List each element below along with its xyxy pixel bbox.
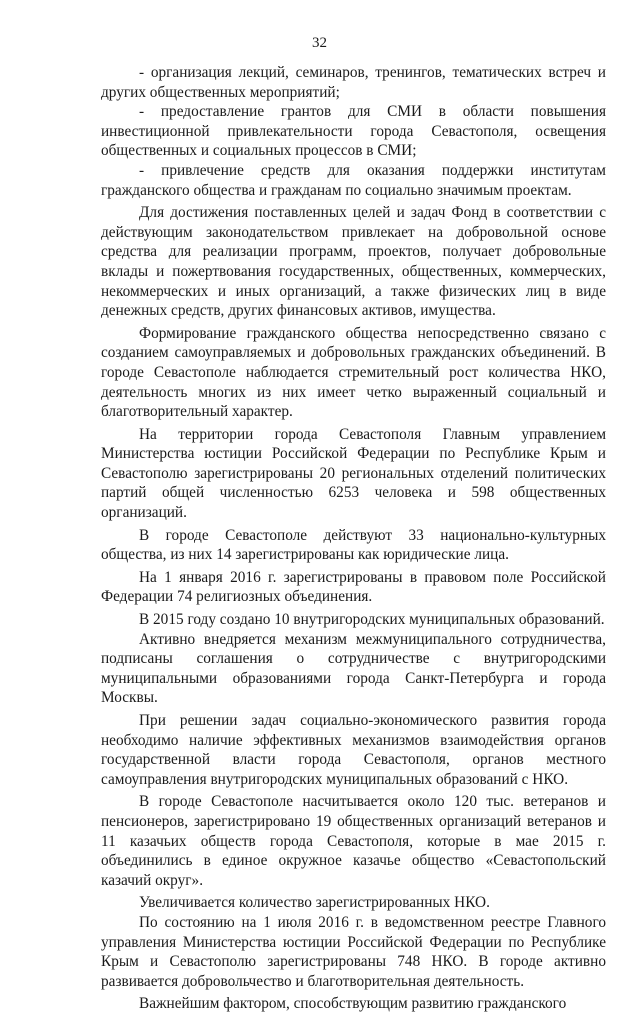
paragraph-civil-society: Формирование гражданского общества непосредственно связано с созданием самоуправляемых и добровольных гражданских объединений. В городе Севастополе наблюдается стремительный рост количества НКО, деятельность многих из них имеет четко выраженный социальный и благотворительный характер. <box>101 324 606 421</box>
paragraph-political-parties: На территории города Севастополя Главным управлением Министерства юстиции Российской Федерации по Республике Крым и Севастополю зарегистрированы 20 региональных отделений политических партий общей численностью 6253 человека и 598 общественных организаций. <box>101 425 606 522</box>
paragraph-nko-growth: Увеличивается количество зарегистрированных НКО. <box>139 894 490 912</box>
list-item-grants: - предоставление грантов для СМИ в области повышения инвестиционной привлекательности города Севастополя, освещения общественных и социальных процессов в СМИ; <box>101 103 606 160</box>
paragraph-socio-economic: При решении задач социально-экономического развития города необходимо наличие эффективных механизмов взаимодействия органов государственной власти города Севастополя, органов местного самоуправления внутригородских муниципальных образований с НКО. <box>101 712 606 788</box>
list-item-funding: - привлечение средств для оказания поддержки институтам гражданского общества и гражданам по социально значимым проектам. <box>101 161 606 199</box>
paragraph-religious: На 1 января 2016 г. зарегистрированы в правовом поле Российской Федерации 74 религиозных объединения. <box>101 568 606 606</box>
paragraph-intermunicipal: Активно внедряется механизм межмуниципального сотрудничества, подписаны соглашения о сотрудничестве с внутригородскими муниципальными образованиями города Санкт-Петербурга и города Москвы. <box>101 630 606 707</box>
paragraph-fund-goals: Для достижения поставленных целей и задач Фонд в соответствии с действующим законодательством привлекает на добровольной основе средства для реализации программ, проектов, получает добровольные вклады и пожертвования государственных, общественных, коммерческих, некоммерческих и иных организаций, а также физических лиц в виде денежных средств, других финансовых активов, имущества. <box>101 204 606 320</box>
page-number: 32 <box>312 35 327 51</box>
body-text <box>101 63 606 1014</box>
paragraph-important-factor: Важнейшим фактором, способствующим развитию гражданского <box>139 995 567 1013</box>
paragraph-municipalities: В 2015 году создано 10 внутригородских муниципальных образований. <box>139 611 605 629</box>
list-item-lectures: - организация лекций, семинаров, тренингов, тематических встреч и других общественных мероприятий; <box>101 64 606 101</box>
paragraph-national-cultural: В городе Севастополе действуют 33 национально-культурных общества, из них 14 зарегистрированы как юридические лица. <box>101 526 606 564</box>
paragraph-registry: По состоянию на 1 июля 2016 г. в ведомственном реестре Главного управления Министерства юстиции Российской Федерации по Республике Крым и Севастополю зарегистрированы 748 НКО. В городе активно развивается добровольчество и благотворительная деятельность. <box>101 913 606 990</box>
paragraph-veterans: В городе Севастополе насчитывается около 120 тыс. ветеранов и пенсионеров, зарегистрировано 19 общественных организаций ветеранов и 11 казачьих обществ города Севастополя, которые в мае 2015 г. объединились в единое окружное казачье общество «Севастопольский казачий округ». <box>101 793 606 889</box>
